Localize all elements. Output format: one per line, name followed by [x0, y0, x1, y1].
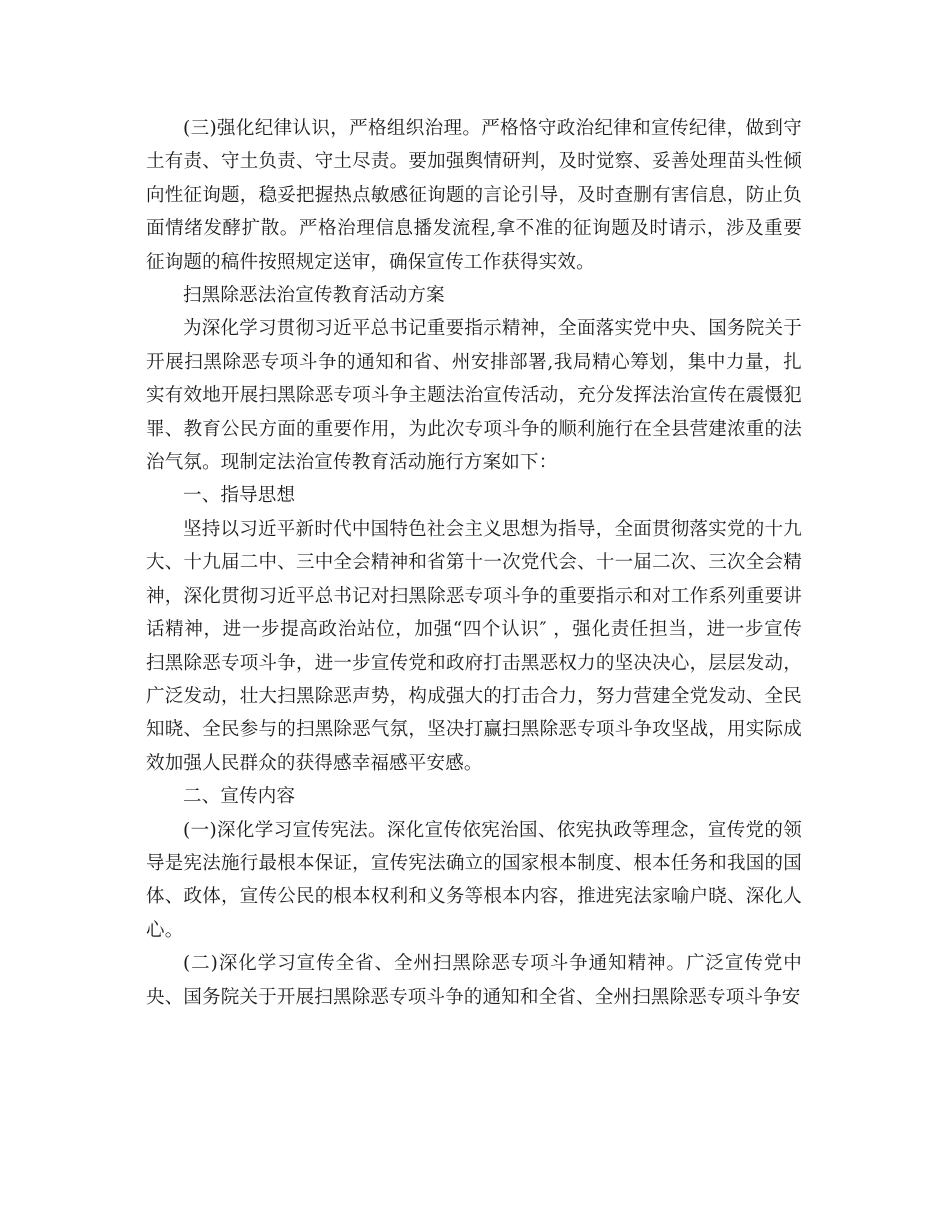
document-title: 扫黑除恶法治宣传教育活动方案	[183, 285, 445, 307]
paragraph-discipline: (三)强化纪律认识，严格组织治理。严格恪守政治纪律和宣传纪律，做到守土有责、守土负责、守土尽责。要加强舆情研判，及时觉察、妥善处理苗头性倾向性征询题，稳妥把握热点敏感征询题的言论引导，及时查删有害信息，防止负面情绪发酵扩散。严格治理信息播发流程,拿不准的征询题及时请示，涉及重要征询题的稿件按照规定送审，确保宣传工作获得实效。	[146, 118, 802, 273]
section-heading-content: 二、宣传内容	[183, 786, 296, 808]
paragraph-guiding-thought: 坚持以习近平新时代中国特色社会主义思想为指导，全面贯彻落实党的十九大、十九届二中、三中全会精神和省第十一次党代会、十一届二次、三次全会精神，深化贯彻习近平总书记对扫黑除恶专项斗争的重要指示和对工作系列重要讲话精神，进一步提高政治站位，加强“四个认识″ ，强化责任担当，进一步宣传扫黑除恶专项斗争，进一步宣传党和政府打击黑恶权力的坚决决心，层层发动，广泛发动，壮大扫黑除恶声势，构成强大的打击合力，努力营建全党发动、全民知晓、全民参与的扫黑除恶气氛，坚决打赢扫黑除恶专项斗争攻坚战，用实际成效加强人民群众的获得感幸福感平安感。	[146, 518, 802, 774]
paragraph-intro: 为深化学习贯彻习近平总书记重要指示精神，全面落实党中央、国务院关于开展扫黑除恶专项斗争的通知和省、州安排部署,我局精心筹划，集中力量，扎实有效地开展扫黑除恶专项斗争主题法治宣传活动，充分发挥法治宣传在震慑犯罪、教育公民方面的重要作用，为此次专项斗争的顺利施行在全县营建浓重的法治气氛。现制定法治宣传教育活动施行方案如下：	[146, 318, 802, 474]
document-page	[146, 112, 802, 1014]
paragraph-constitution: (一)深化学习宣传宪法。深化宣传依宪治国、依宪执政等理念，宣传党的领导是宪法施行最根本保证，宣传宪法确立的国家根本制度、根本任务和我国的国体、政体，宣传公民的根本权利和义务等根本内容，推进宪法家喻户晓、深化人心。	[146, 819, 802, 941]
section-heading-guiding-thought: 一、指导思想	[183, 485, 296, 507]
paragraph-notice-spirit: (二)深化学习宣传全省、全州扫黑除恶专项斗争通知精神。广泛宣传党中央、国务院关于开展扫黑除恶专项斗争的通知和全省、全州扫黑除恶专项斗争安	[146, 953, 802, 1008]
